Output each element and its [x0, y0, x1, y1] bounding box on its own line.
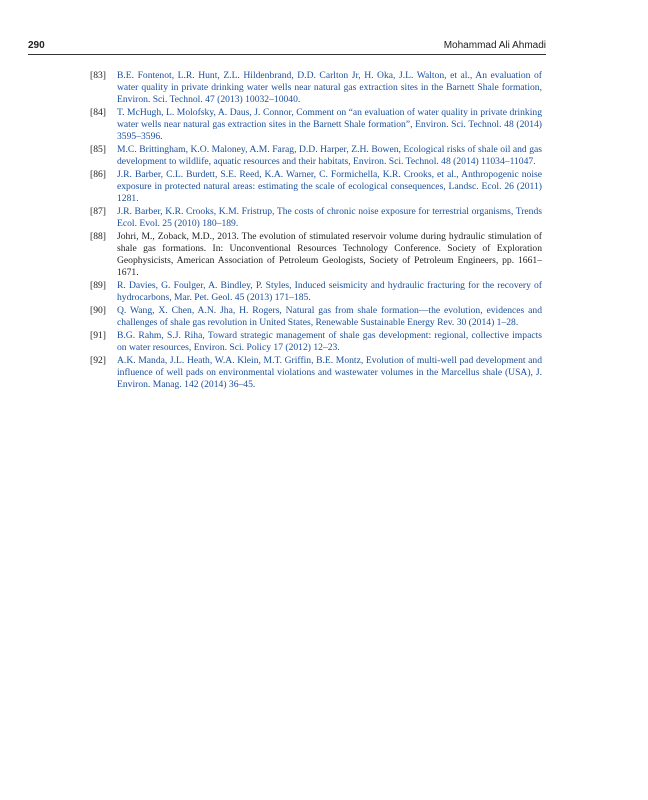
reference-text[interactable]: A.K. Manda, J.L. Heath, W.A. Klein, M.T. Griffin, B.E. Montz, Evolution of multi-well pad development and influence of well pads on environmental violations and wastewater volumes in the Marcellus shale (USA), J. Environ. Manag. 142 (2014) 36–45. [117, 355, 542, 390]
reference-list [90, 70, 542, 392]
reference-item[interactable] [90, 107, 542, 143]
reference-number: [88] [90, 231, 106, 242]
page-header [28, 40, 546, 54]
reference-number: [91] [90, 330, 106, 341]
reference-text[interactable]: Q. Wang, X. Chen, A.N. Jha, H. Rogers, Natural gas from shale formation—the evolution, evidences and challenges of shale gas revolution in United States, Renewable Sustainable Energy Rev. 30 (2014) 1–28. [117, 305, 542, 328]
reference-text[interactable]: R. Davies, G. Foulger, A. Bindley, P. Styles, Induced seismicity and hydraulic fracturing for the recovery of hydrocarbons, Mar. Pet. Geol. 45 (2013) 171–185. [117, 280, 542, 303]
header-rule [28, 54, 546, 55]
page-number: 290 [28, 40, 45, 51]
reference-item[interactable] [90, 355, 542, 391]
reference-number: [83] [90, 70, 106, 81]
reference-item [90, 231, 542, 279]
reference-text[interactable]: J.R. Barber, C.L. Burdett, S.E. Reed, K.A. Warner, C. Formichella, K.R. Crooks, et al., Anthropogenic noise exposure in protected natural areas: estimating the scale of ecological consequences, Landsc. Ecol. 26 (2011) 1281. [117, 169, 542, 204]
reference-number: [89] [90, 280, 106, 291]
reference-number: [87] [90, 206, 106, 217]
reference-item[interactable] [90, 305, 542, 329]
reference-item[interactable] [90, 144, 542, 168]
reference-text[interactable]: J.R. Barber, K.R. Crooks, K.M. Fristrup, The costs of chronic noise exposure for terrestrial organisms, Trends Ecol. Evol. 25 (2010) 180–189. [117, 206, 542, 229]
reference-text[interactable]: T. McHugh, L. Molofsky, A. Daus, J. Connor, Comment on “an evaluation of water quality in private drinking water wells near natural gas extraction sites in the Barnett Shale formation”, Environ. Sci. Technol. 48 (2014) 3595–3596. [117, 107, 542, 142]
running-head-author: Mohammad Ali Ahmadi [443, 40, 546, 51]
reference-item[interactable] [90, 70, 542, 106]
reference-item[interactable] [90, 206, 542, 230]
reference-text[interactable]: M.C. Brittingham, K.O. Maloney, A.M. Farag, D.D. Harper, Z.H. Bowen, Ecological risks of shale oil and gas development to wildlife, aquatic resources and their habitats, Environ. Sci. Technol. 48 (2014) 11034–11047. [117, 144, 542, 167]
reference-item[interactable] [90, 280, 542, 304]
reference-item[interactable] [90, 169, 542, 205]
reference-text[interactable]: B.G. Rahm, S.J. Riha, Toward strategic management of shale gas development: regional, collective impacts on water resources, Environ. Sci. Policy 17 (2012) 12–23. [117, 330, 542, 353]
reference-number: [86] [90, 169, 106, 180]
reference-number: [84] [90, 107, 106, 118]
reference-item[interactable] [90, 330, 542, 354]
reference-number: [85] [90, 144, 106, 155]
reference-text: Johri, M., Zoback, M.D., 2013. The evolution of stimulated reservoir volume during hydraulic stimulation of shale gas formations. In: Unconventional Resources Technology Conference. Society of Exploration Geophysicists, American Association of Petroleum Geologists, Society of Petroleum Engineers, pp. 1661–1671. [117, 231, 542, 278]
reference-text[interactable]: B.E. Fontenot, L.R. Hunt, Z.L. Hildenbrand, D.D. Carlton Jr, H. Oka, J.L. Walton, et al., An evaluation of water quality in private drinking water wells near natural gas extraction sites in the Barnett Shale formation, Environ. Sci. Technol. 47 (2013) 10032–10040. [117, 70, 542, 105]
reference-number: [90] [90, 305, 106, 316]
reference-number: [92] [90, 355, 106, 366]
